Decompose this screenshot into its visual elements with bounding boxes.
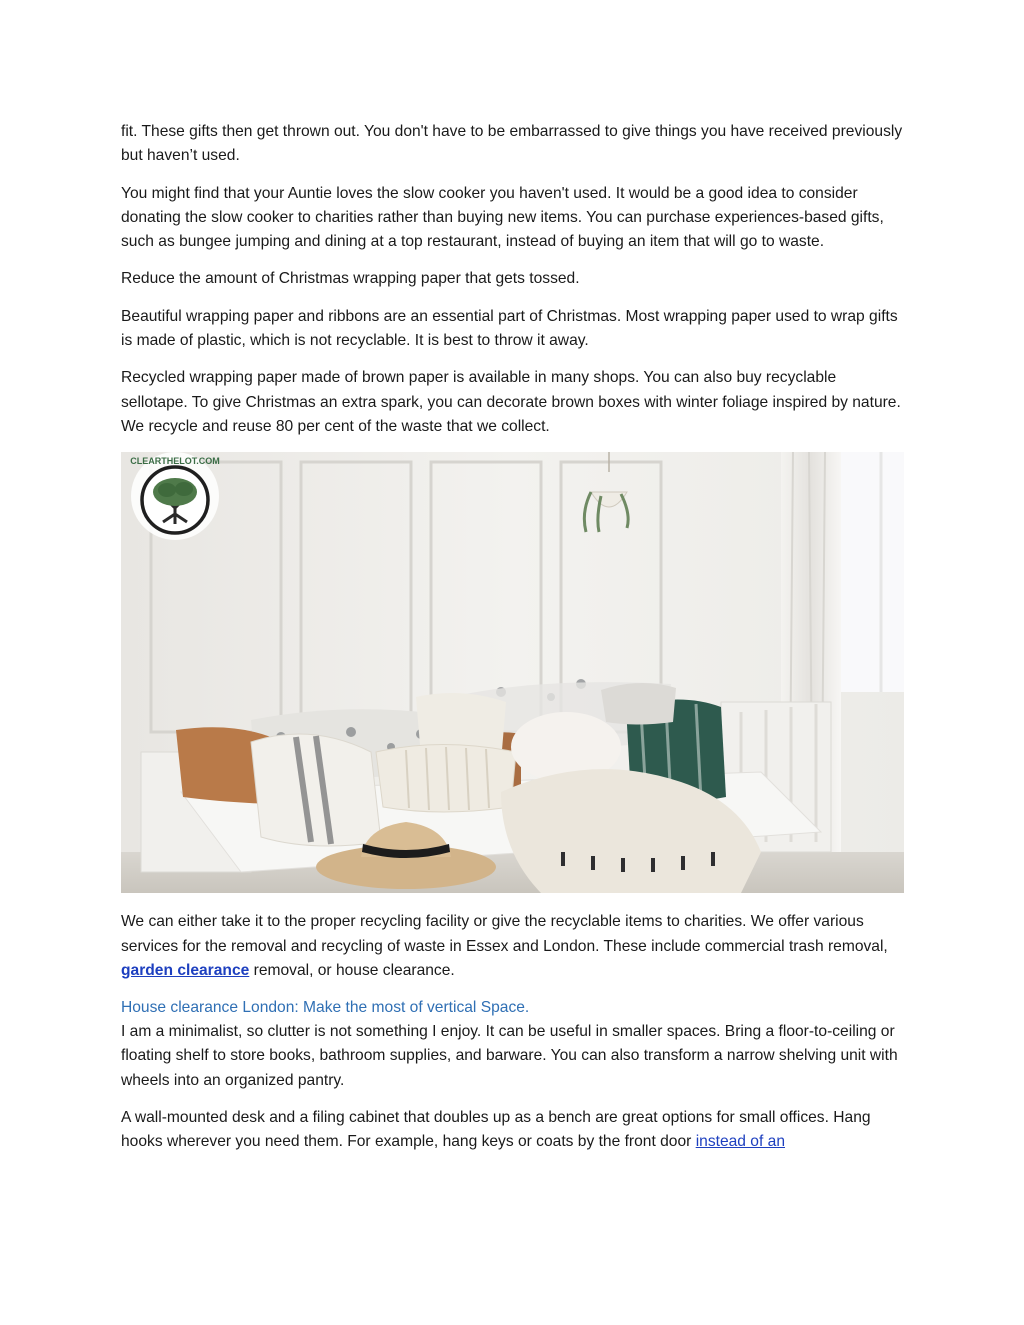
paragraph-slow-cooker: You might find that your Auntie loves the slow cooker you haven't used. It would be a good idea to consider donating the slow cooker to charities rather than buying new items. You can purchase experiences-based gifts, such as bungee jumping and dining at a top restaurant, instead of buying an item that will go to waste.: [121, 184, 884, 251]
daybed-room-photo: [121, 452, 904, 893]
paragraph-text: removal, or house clearance.: [249, 961, 455, 979]
tree-of-life-logo-icon: [130, 452, 220, 540]
paragraph-minimalist: I am a minimalist, so clutter is not something I enjoy. It can be useful in smaller spaces. Bring a floor-to-ceiling or floating shelf to store books, bathroom supplies, and barware. You can also transform a narrow shelving unit with wheels into an organized pantry.: [121, 1023, 898, 1089]
instead-of-an-link[interactable]: instead of an: [695, 1133, 785, 1151]
section-heading-vertical-space: House clearance London: Make the most of vertical Space.: [121, 999, 530, 1017]
paragraph-recycling-services: [121, 910, 904, 983]
paragraph-gifts-thrown-out: fit. These gifts then get thrown out. You don't have to be embarrassed to give things you have received previously but haven’t used.: [121, 123, 903, 165]
logo-wordmark: CLEARTHELOT.COM: [130, 456, 220, 467]
paragraph-text: A wall-mounted desk and a filing cabinet that doubles up as a bench are great options for small offices. Hang hooks wherever you need them. For example, hang keys or coats by the front door: [121, 1109, 871, 1151]
paragraph-wrapping-paper-intro: Reduce the amount of Christmas wrapping paper that gets tossed.: [121, 270, 580, 288]
document-page: [121, 120, 904, 1168]
paragraph-wrapping-plastic: Beautiful wrapping paper and ribbons are an essential part of Christmas. Most wrapping paper used to wrap gifts is made of plastic, which is not recyclable. It is best to throw it away.: [121, 307, 898, 350]
paragraph-recycled-paper: Recycled wrapping paper made of brown paper is available in many shops. You can also buy recyclable sellotape. To give Christmas an extra spark, you can decorate brown boxes with winter foliage inspired by nature. We recycle and reuse 80 per cent of the waste that we collect.: [121, 369, 901, 435]
paragraph-text: We can either take it to the proper recycling facility or give the recyclable items to charities. We offer various services for the removal and recycling of waste in Essex and London. These include commercial trash removal,: [121, 913, 888, 955]
paragraph-small-offices: [121, 1106, 904, 1155]
garden-clearance-link[interactable]: garden clearance: [121, 961, 250, 979]
